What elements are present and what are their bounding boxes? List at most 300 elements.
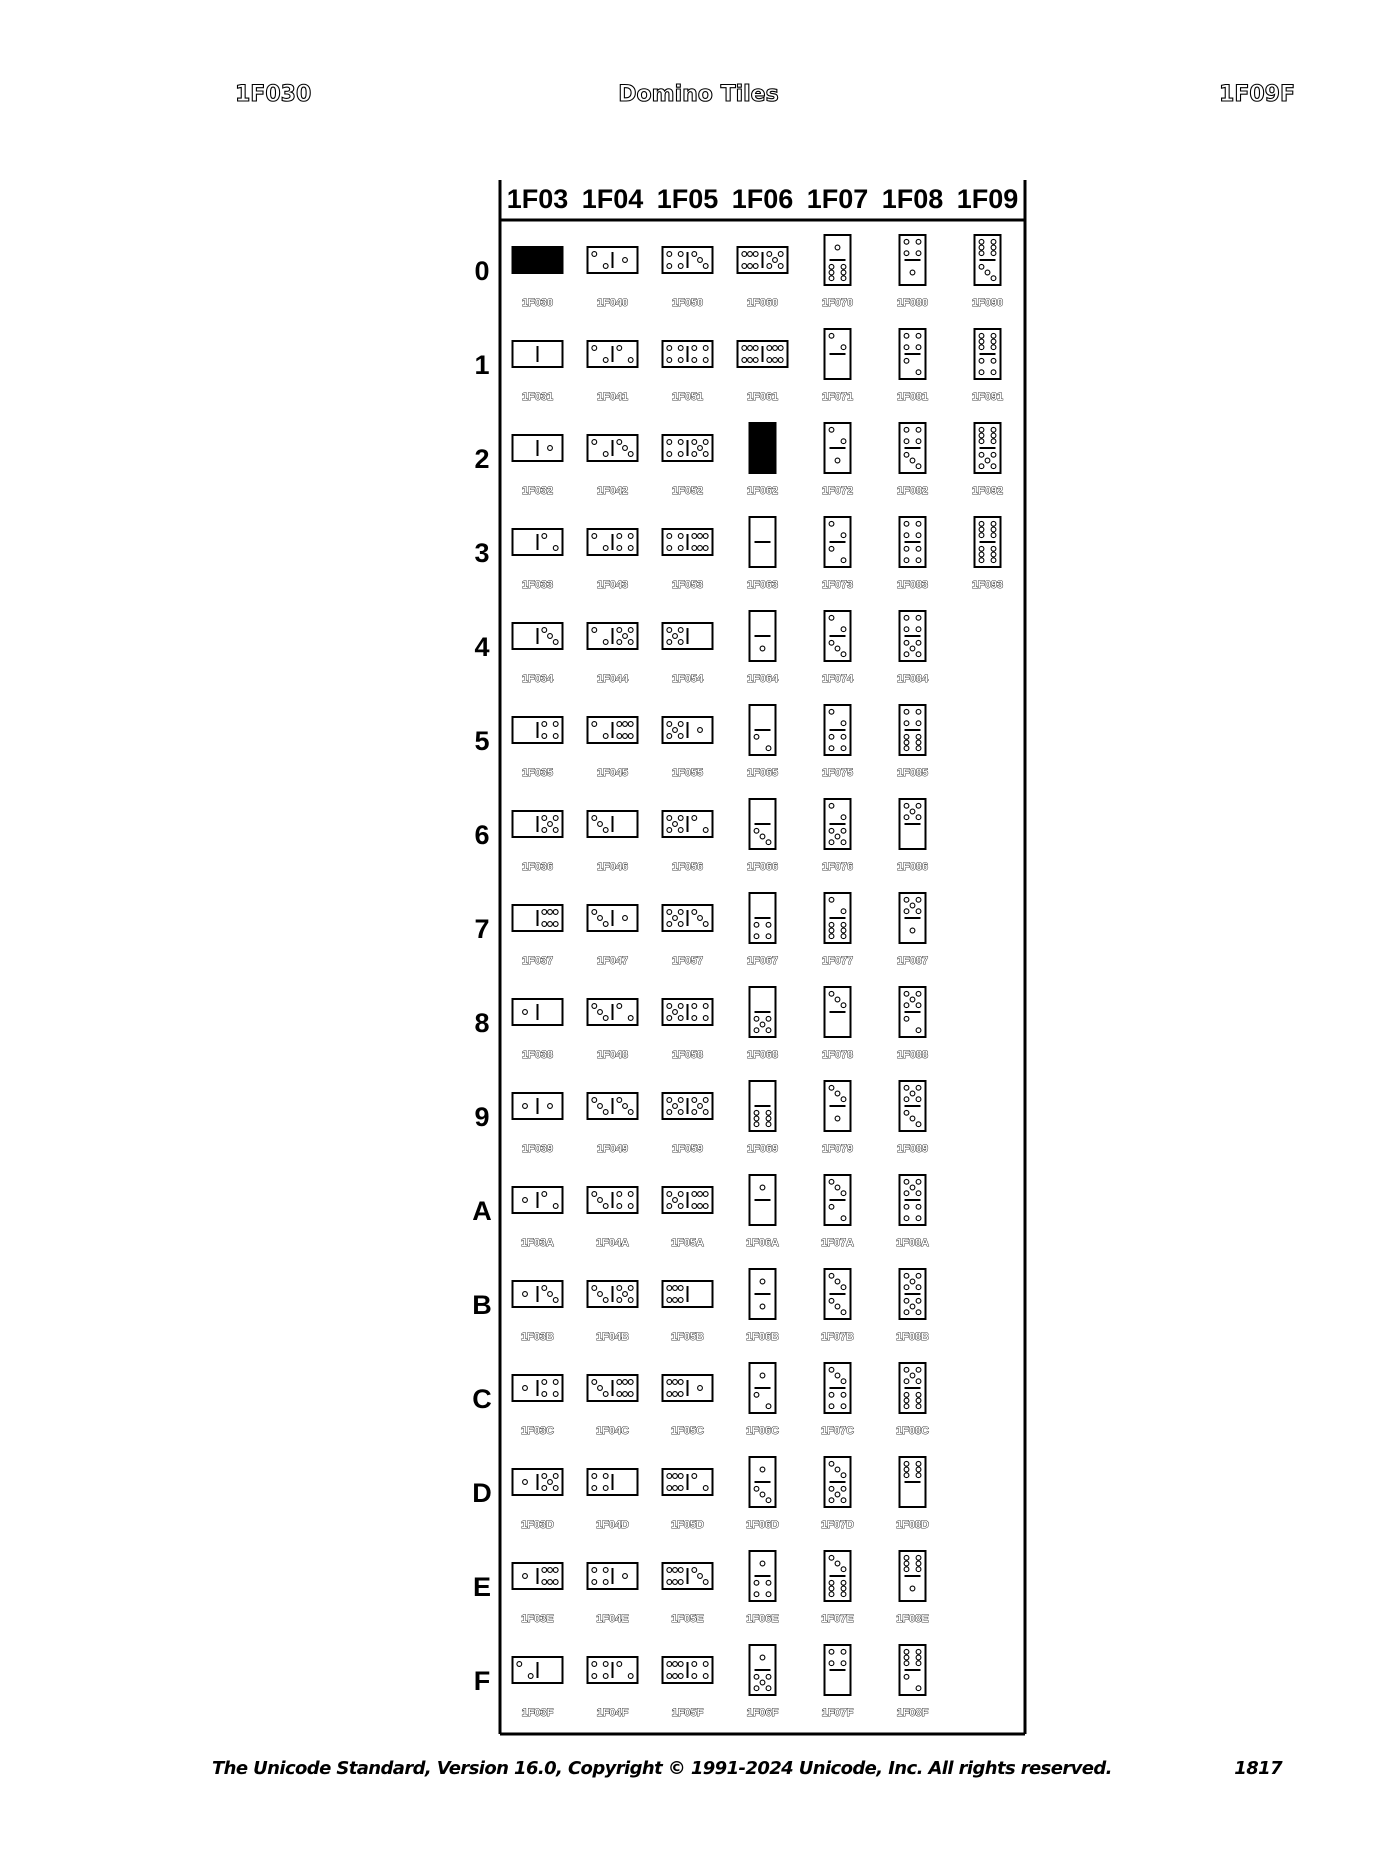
pip — [678, 1580, 683, 1585]
domino-glyph — [513, 1375, 563, 1401]
row-header: E — [472, 1572, 492, 1602]
pip — [673, 1298, 678, 1303]
pip — [603, 828, 608, 833]
pip — [904, 452, 909, 457]
pip — [667, 816, 672, 821]
pip — [548, 1292, 553, 1297]
pip — [829, 840, 834, 845]
code-point-label: 1F04A — [595, 1237, 630, 1249]
pip — [628, 1192, 633, 1197]
pip — [991, 370, 996, 375]
pip — [553, 910, 558, 915]
pip — [766, 1686, 771, 1691]
row-header: 1 — [474, 350, 490, 380]
pip — [623, 734, 628, 739]
pip — [979, 333, 984, 338]
pip — [592, 534, 597, 539]
pip — [904, 1674, 909, 1679]
pip — [692, 252, 697, 257]
pip — [904, 1404, 909, 1409]
domino-glyph — [588, 905, 638, 931]
domino-glyph — [750, 1645, 776, 1695]
row-header: B — [472, 1290, 492, 1320]
pip — [841, 934, 846, 939]
domino-glyph — [825, 1457, 851, 1507]
pip — [673, 1674, 678, 1679]
pip — [617, 628, 622, 633]
pip — [841, 746, 846, 751]
pip — [592, 722, 597, 727]
pip — [592, 440, 597, 445]
pip — [916, 1216, 921, 1221]
pip — [628, 534, 633, 539]
pip — [703, 346, 708, 351]
pip — [904, 427, 909, 432]
pip — [904, 1461, 909, 1466]
pip — [628, 640, 633, 645]
code-point-label: 1F063 — [746, 579, 779, 591]
pip — [628, 1674, 633, 1679]
pip — [617, 534, 622, 539]
pip — [910, 903, 915, 908]
pip — [617, 1204, 622, 1209]
code-point-label: 1F080 — [896, 297, 929, 309]
pip — [766, 1016, 771, 1021]
pip — [829, 828, 834, 833]
pip — [766, 746, 771, 751]
pip — [592, 1004, 597, 1009]
pip — [841, 1310, 846, 1315]
domino-glyph — [663, 1375, 713, 1401]
pip — [841, 1580, 846, 1585]
code-point-label: 1F041 — [596, 391, 629, 403]
pip — [703, 264, 708, 269]
pip — [678, 922, 683, 927]
pip — [991, 521, 996, 526]
pip — [692, 1662, 697, 1667]
code-point-label: 1F06E — [746, 1613, 779, 1625]
pip — [698, 1574, 703, 1579]
code-point-label: 1F06C — [745, 1425, 780, 1437]
code-point-label: 1F06D — [745, 1519, 780, 1531]
pip — [523, 1574, 528, 1579]
code-point-label: 1F076 — [821, 861, 854, 873]
pip — [841, 1567, 846, 1572]
pip — [910, 270, 915, 275]
row-header: 6 — [474, 820, 490, 850]
domino-glyph — [663, 435, 713, 461]
pip — [835, 1467, 840, 1472]
pip — [916, 251, 921, 256]
code-point-label: 1F05F — [671, 1707, 704, 1719]
pip — [548, 910, 553, 915]
pip — [904, 1016, 909, 1021]
pip — [754, 1028, 759, 1033]
domino-glyph — [663, 1093, 713, 1119]
pip — [542, 1380, 547, 1385]
code-point-label: 1F077 — [821, 955, 854, 967]
code-point-label: 1F08A — [895, 1237, 930, 1249]
domino-glyph — [975, 423, 1001, 473]
pip — [754, 1686, 759, 1691]
pip — [979, 370, 984, 375]
domino-glyph — [513, 1563, 563, 1589]
pip — [841, 840, 846, 845]
pip — [623, 1292, 628, 1297]
domino-glyph — [825, 705, 851, 755]
pip — [829, 803, 834, 808]
pip — [628, 628, 633, 633]
pip — [916, 1379, 921, 1384]
code-point-label: 1F05C — [670, 1425, 705, 1437]
code-point-label: 1F07F — [821, 1707, 854, 1719]
pip — [904, 734, 909, 739]
pip — [916, 709, 921, 714]
pip — [617, 640, 622, 645]
pip — [548, 1480, 553, 1485]
pip — [991, 239, 996, 244]
pip — [835, 458, 840, 463]
pip — [829, 1580, 834, 1585]
pip — [673, 1010, 678, 1015]
pip — [678, 440, 683, 445]
code-point-label: 1F048 — [596, 1049, 629, 1061]
pip — [766, 1674, 771, 1679]
pip — [548, 822, 553, 827]
pip — [916, 1097, 921, 1102]
pip — [617, 440, 622, 445]
pip — [603, 922, 608, 927]
domino-glyph — [900, 423, 926, 473]
code-point-label: 1F058 — [671, 1049, 704, 1061]
pip — [553, 828, 558, 833]
pip — [841, 909, 846, 914]
domino-glyph — [663, 341, 713, 367]
pip — [703, 440, 708, 445]
pip — [916, 1191, 921, 1196]
pip — [703, 546, 708, 551]
pip — [617, 1662, 622, 1667]
pip — [673, 1380, 678, 1385]
pip — [617, 346, 622, 351]
pip — [667, 440, 672, 445]
pip — [617, 1098, 622, 1103]
pip — [760, 1561, 765, 1566]
domino-glyph — [750, 987, 776, 1037]
domino-glyph — [975, 235, 1001, 285]
pip — [841, 1285, 846, 1290]
code-point-label: 1F054 — [671, 673, 704, 685]
pip — [742, 358, 747, 363]
domino-glyph — [750, 1457, 776, 1507]
pip — [517, 1662, 522, 1667]
pip — [592, 1568, 597, 1573]
pip — [692, 1004, 697, 1009]
pip — [916, 546, 921, 551]
pip — [916, 991, 921, 996]
pip — [841, 270, 846, 275]
pip — [603, 1392, 608, 1397]
pip — [667, 910, 672, 915]
pip — [542, 816, 547, 821]
pip — [829, 427, 834, 432]
pip — [703, 1662, 708, 1667]
pip — [603, 358, 608, 363]
pip — [667, 546, 672, 551]
pip — [916, 1122, 921, 1127]
code-point-label: 1F086 — [896, 861, 929, 873]
pip — [979, 358, 984, 363]
code-point-label: 1F078 — [821, 1049, 854, 1061]
pip — [904, 709, 909, 714]
domino-glyph — [663, 999, 713, 1025]
pip — [553, 1392, 558, 1397]
code-point-label: 1F060 — [746, 297, 779, 309]
domino-glyph — [750, 1363, 776, 1413]
tile-back — [750, 423, 776, 473]
domino-glyph — [825, 517, 851, 567]
pip — [760, 1492, 765, 1497]
pip — [835, 997, 840, 1002]
pip — [698, 258, 703, 263]
pip — [829, 276, 834, 281]
pip — [829, 615, 834, 620]
pip — [916, 521, 921, 526]
domino-glyph — [513, 623, 563, 649]
pip — [991, 333, 996, 338]
pip — [753, 252, 758, 257]
code-point-label: 1F084 — [896, 673, 929, 685]
pip — [916, 1649, 921, 1654]
code-point-label: 1F03E — [521, 1613, 554, 1625]
domino-glyph — [513, 247, 563, 273]
pip — [667, 1486, 672, 1491]
pip — [841, 1216, 846, 1221]
pip — [835, 1091, 840, 1096]
pip — [748, 346, 753, 351]
pip — [703, 1016, 708, 1021]
pip — [667, 346, 672, 351]
pip — [778, 252, 783, 257]
pip — [916, 1561, 921, 1566]
pip — [979, 264, 984, 269]
pip — [916, 627, 921, 632]
pip — [910, 1586, 915, 1591]
pip — [678, 346, 683, 351]
code-point-label: 1F056 — [671, 861, 704, 873]
tile-back — [513, 247, 563, 273]
pip — [910, 1116, 915, 1121]
pip — [623, 916, 628, 921]
domino-glyph — [588, 247, 638, 273]
code-point-label: 1F035 — [521, 767, 554, 779]
domino-glyph — [900, 1551, 926, 1601]
pip — [760, 1279, 765, 1284]
pip — [628, 1380, 633, 1385]
domino-glyph — [825, 1645, 851, 1695]
row-header: 8 — [474, 1008, 490, 1038]
pip — [678, 452, 683, 457]
pip — [598, 822, 603, 827]
pip — [678, 722, 683, 727]
pip — [979, 339, 984, 344]
pip — [841, 264, 846, 269]
pip — [692, 1110, 697, 1115]
pip — [703, 534, 708, 539]
code-point-label: 1F091 — [971, 391, 1004, 403]
pip — [766, 1028, 771, 1033]
pip — [916, 1367, 921, 1372]
pip — [910, 646, 915, 651]
pip — [766, 1498, 771, 1503]
pip — [829, 1555, 834, 1560]
pip — [979, 239, 984, 244]
pip — [829, 1204, 834, 1209]
domino-glyph — [750, 611, 776, 661]
pip — [667, 1298, 672, 1303]
pip — [592, 1380, 597, 1385]
code-point-label: 1F075 — [821, 767, 854, 779]
code-point-label: 1F05D — [670, 1519, 705, 1531]
pip — [910, 1185, 915, 1190]
pip — [678, 816, 683, 821]
pip — [835, 1492, 840, 1497]
pip — [760, 646, 765, 651]
pip — [667, 358, 672, 363]
pip — [623, 1392, 628, 1397]
code-point-label: 1F066 — [746, 861, 779, 873]
pip — [916, 1555, 921, 1560]
pip — [617, 1192, 622, 1197]
pip — [904, 533, 909, 538]
column-header: 1F09 — [956, 184, 1019, 214]
row-header: F — [473, 1666, 491, 1696]
pip — [667, 1380, 672, 1385]
pip — [979, 527, 984, 532]
pip — [904, 1379, 909, 1384]
code-point-label: 1F092 — [971, 485, 1004, 497]
pip — [603, 1298, 608, 1303]
code-point-label: 1F051 — [671, 391, 704, 403]
pip — [916, 1567, 921, 1572]
pip — [692, 1204, 697, 1209]
pip — [667, 1392, 672, 1397]
pip — [598, 1010, 603, 1015]
domino-glyph — [588, 811, 638, 837]
pip — [991, 433, 996, 438]
pip — [678, 1474, 683, 1479]
domino-glyph — [513, 529, 563, 555]
code-point-label: 1F057 — [671, 955, 704, 967]
pip — [628, 1110, 633, 1115]
domino-glyph — [825, 423, 851, 473]
pip — [841, 345, 846, 350]
pip — [904, 521, 909, 526]
pip — [678, 1662, 683, 1667]
domino-glyph — [825, 329, 851, 379]
pip — [767, 358, 772, 363]
pip — [829, 991, 834, 996]
pip — [841, 1498, 846, 1503]
pip — [904, 909, 909, 914]
pip — [904, 1467, 909, 1472]
pip — [553, 816, 558, 821]
domino-glyph — [750, 893, 776, 943]
pip — [678, 1298, 683, 1303]
pip — [916, 1204, 921, 1209]
domino-glyph — [588, 1375, 638, 1401]
pip — [692, 816, 697, 821]
pip — [754, 1486, 759, 1491]
pip — [673, 1198, 678, 1203]
pip — [754, 1674, 759, 1679]
domino-glyph — [825, 1175, 851, 1225]
domino-glyph — [663, 905, 713, 931]
pip — [598, 1104, 603, 1109]
pip — [835, 245, 840, 250]
pip — [841, 1191, 846, 1196]
domino-glyph — [588, 529, 638, 555]
code-point-label: 1F093 — [971, 579, 1004, 591]
pip — [916, 1003, 921, 1008]
pip — [553, 1568, 558, 1573]
pip — [778, 346, 783, 351]
domino-glyph — [825, 235, 851, 285]
pip — [841, 1097, 846, 1102]
pip — [592, 1474, 597, 1479]
domino-glyph — [900, 987, 926, 1037]
pip — [548, 1580, 553, 1585]
domino-glyph — [900, 1457, 926, 1507]
pip — [678, 734, 683, 739]
pip — [754, 1392, 759, 1397]
pip — [829, 546, 834, 551]
pip — [748, 252, 753, 257]
pip — [523, 1104, 528, 1109]
pip — [829, 734, 834, 739]
pip — [904, 1567, 909, 1572]
pip — [829, 1404, 834, 1409]
pip — [829, 1498, 834, 1503]
pip — [542, 1486, 547, 1491]
pip — [760, 1022, 765, 1027]
domino-glyph — [588, 1563, 638, 1589]
pip — [692, 452, 697, 457]
pip — [979, 533, 984, 538]
pip — [617, 1392, 622, 1397]
pip — [979, 245, 984, 250]
pip — [985, 270, 990, 275]
code-point-label: 1F088 — [896, 1049, 929, 1061]
row-header: 9 — [474, 1102, 490, 1132]
pip — [829, 1273, 834, 1278]
pip — [767, 346, 772, 351]
pip — [673, 916, 678, 921]
pip — [841, 1649, 846, 1654]
pip — [754, 734, 759, 739]
domino-glyph — [825, 1081, 851, 1131]
pip — [841, 721, 846, 726]
pip — [703, 1098, 708, 1103]
pip — [904, 1555, 909, 1560]
pip — [754, 1110, 759, 1115]
domino-glyph — [588, 1187, 638, 1213]
pip — [542, 1474, 547, 1479]
code-point-label: 1F07E — [821, 1613, 854, 1625]
code-point-label: 1F046 — [596, 861, 629, 873]
row-header: 5 — [474, 726, 490, 756]
pip — [778, 358, 783, 363]
